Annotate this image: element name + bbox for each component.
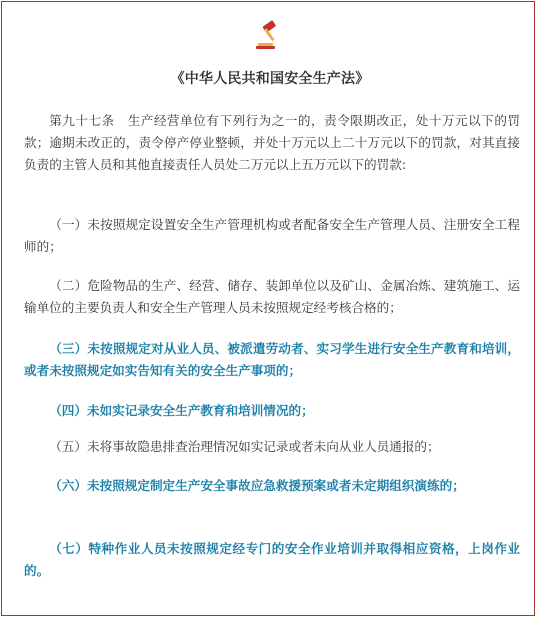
clause-7: （七）特种作业人员未按照规定经专门的安全作业培训并取得相应资格，上岗作业的。 (24, 541, 520, 578)
clause-6: （六）未按照规定制定生产安全事故应急救援预案或者未定期组织演练的； (49, 478, 465, 493)
clause-3: （三）未按照规定对从业人员、被派遣劳动者、实习学生进行安全生产教育和培训，或者未按照规定如实告知有关的安全生产事项的； (24, 341, 520, 378)
clause-2: （二）危险物品的生产、经营、储存、装卸单位以及矿山、金属冶炼、建筑施工、运输单位的主要负责人和安全生产管理人员未按照规定经考核合格的； (24, 278, 520, 315)
clause-5: （五）未将事故隐患排查治理情况如实记录或者未向从业人员通报的； (49, 439, 440, 454)
document-title: 《中华人民共和国安全生产法》 (170, 71, 370, 87)
clause-4: （四）未如实记录安全生产教育和培训情况的； (49, 403, 314, 418)
article-intro: 第九十七条 生产经营单位有下列行为之一的，责令限期改正，处十万元以下的罚款；逾期未改正的，责令停产停业整顿，并处十万元以上二十万元以下的罚款，对其直接负责的主管人员和其他直接责任人员处二万元以上五万元以下的罚款: (24, 113, 520, 172)
document-frame (1, 1, 535, 616)
gavel-icon (254, 20, 288, 50)
clause-1: （一）未按照规定设置安全生产管理机构或者配备安全生产管理人员、注册安全工程师的； (24, 217, 520, 254)
